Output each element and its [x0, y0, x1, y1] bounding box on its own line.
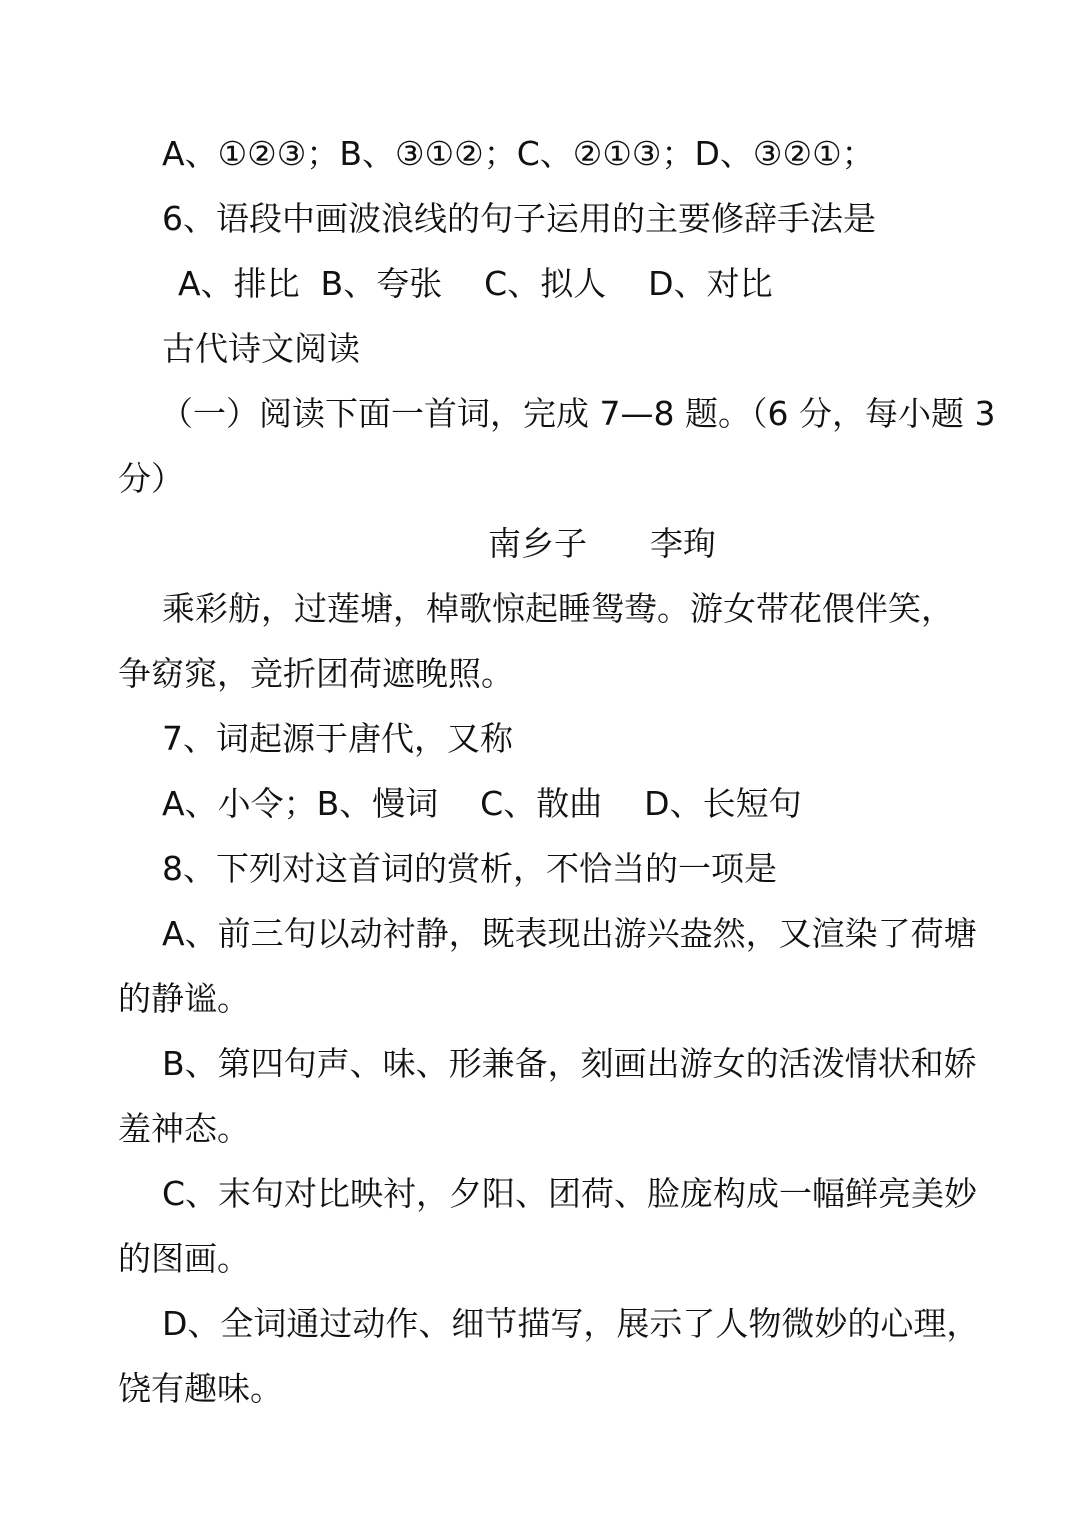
- q8-option-a-cont: 的静谧。: [118, 979, 250, 1018]
- sub-section-instruction-cont: 分）: [118, 459, 184, 498]
- q6-options: A、排比 B、夸张 C、拟人 D、对比: [178, 264, 773, 303]
- q8-stem: 8、下列对这首词的赏析，不恰当的一项是: [162, 849, 777, 888]
- q6-stem: 6、语段中画波浪线的句子运用的主要修辞手法是: [162, 199, 876, 238]
- q8-option-b: B、第四句声、味、形兼备，刻画出游女的活泼情状和娇: [162, 1044, 977, 1083]
- q8-option-c: C、末句对比映衬，夕阳、团荷、脸庞构成一幅鲜亮美妙: [162, 1174, 978, 1213]
- q5-options: A、①②③；B、③①②；C、②①③；D、③②①；: [162, 134, 875, 173]
- q8-option-b-cont: 羞神态。: [118, 1109, 250, 1148]
- poem-line: 乘彩舫，过莲塘，棹歌惊起睡鸳鸯。游女带花偎伴笑，: [162, 589, 954, 628]
- poem-line: 争窈窕，竞折团荷遮晚照。: [118, 654, 514, 693]
- q8-option-c-cont: 的图画。: [118, 1239, 250, 1278]
- q8-option-d-cont: 饶有趣味。: [118, 1369, 283, 1408]
- section-heading: 古代诗文阅读: [162, 329, 360, 368]
- q7-stem: 7、词起源于唐代，又称: [162, 719, 513, 758]
- sub-section-instruction: （一）阅读下面一首词，完成 7—8 题。（6 分，每小题 3: [160, 394, 996, 433]
- poem-title: 南乡子 李珣: [488, 524, 716, 563]
- q8-option-d: D、全词通过动作、细节描写，展示了人物微妙的心理，: [162, 1304, 980, 1343]
- q8-option-a: A、前三句以动衬静，既表现出游兴盎然，又渲染了荷塘: [162, 914, 977, 953]
- q7-options: A、小令；B、慢词 C、散曲 D、长短句: [162, 784, 802, 823]
